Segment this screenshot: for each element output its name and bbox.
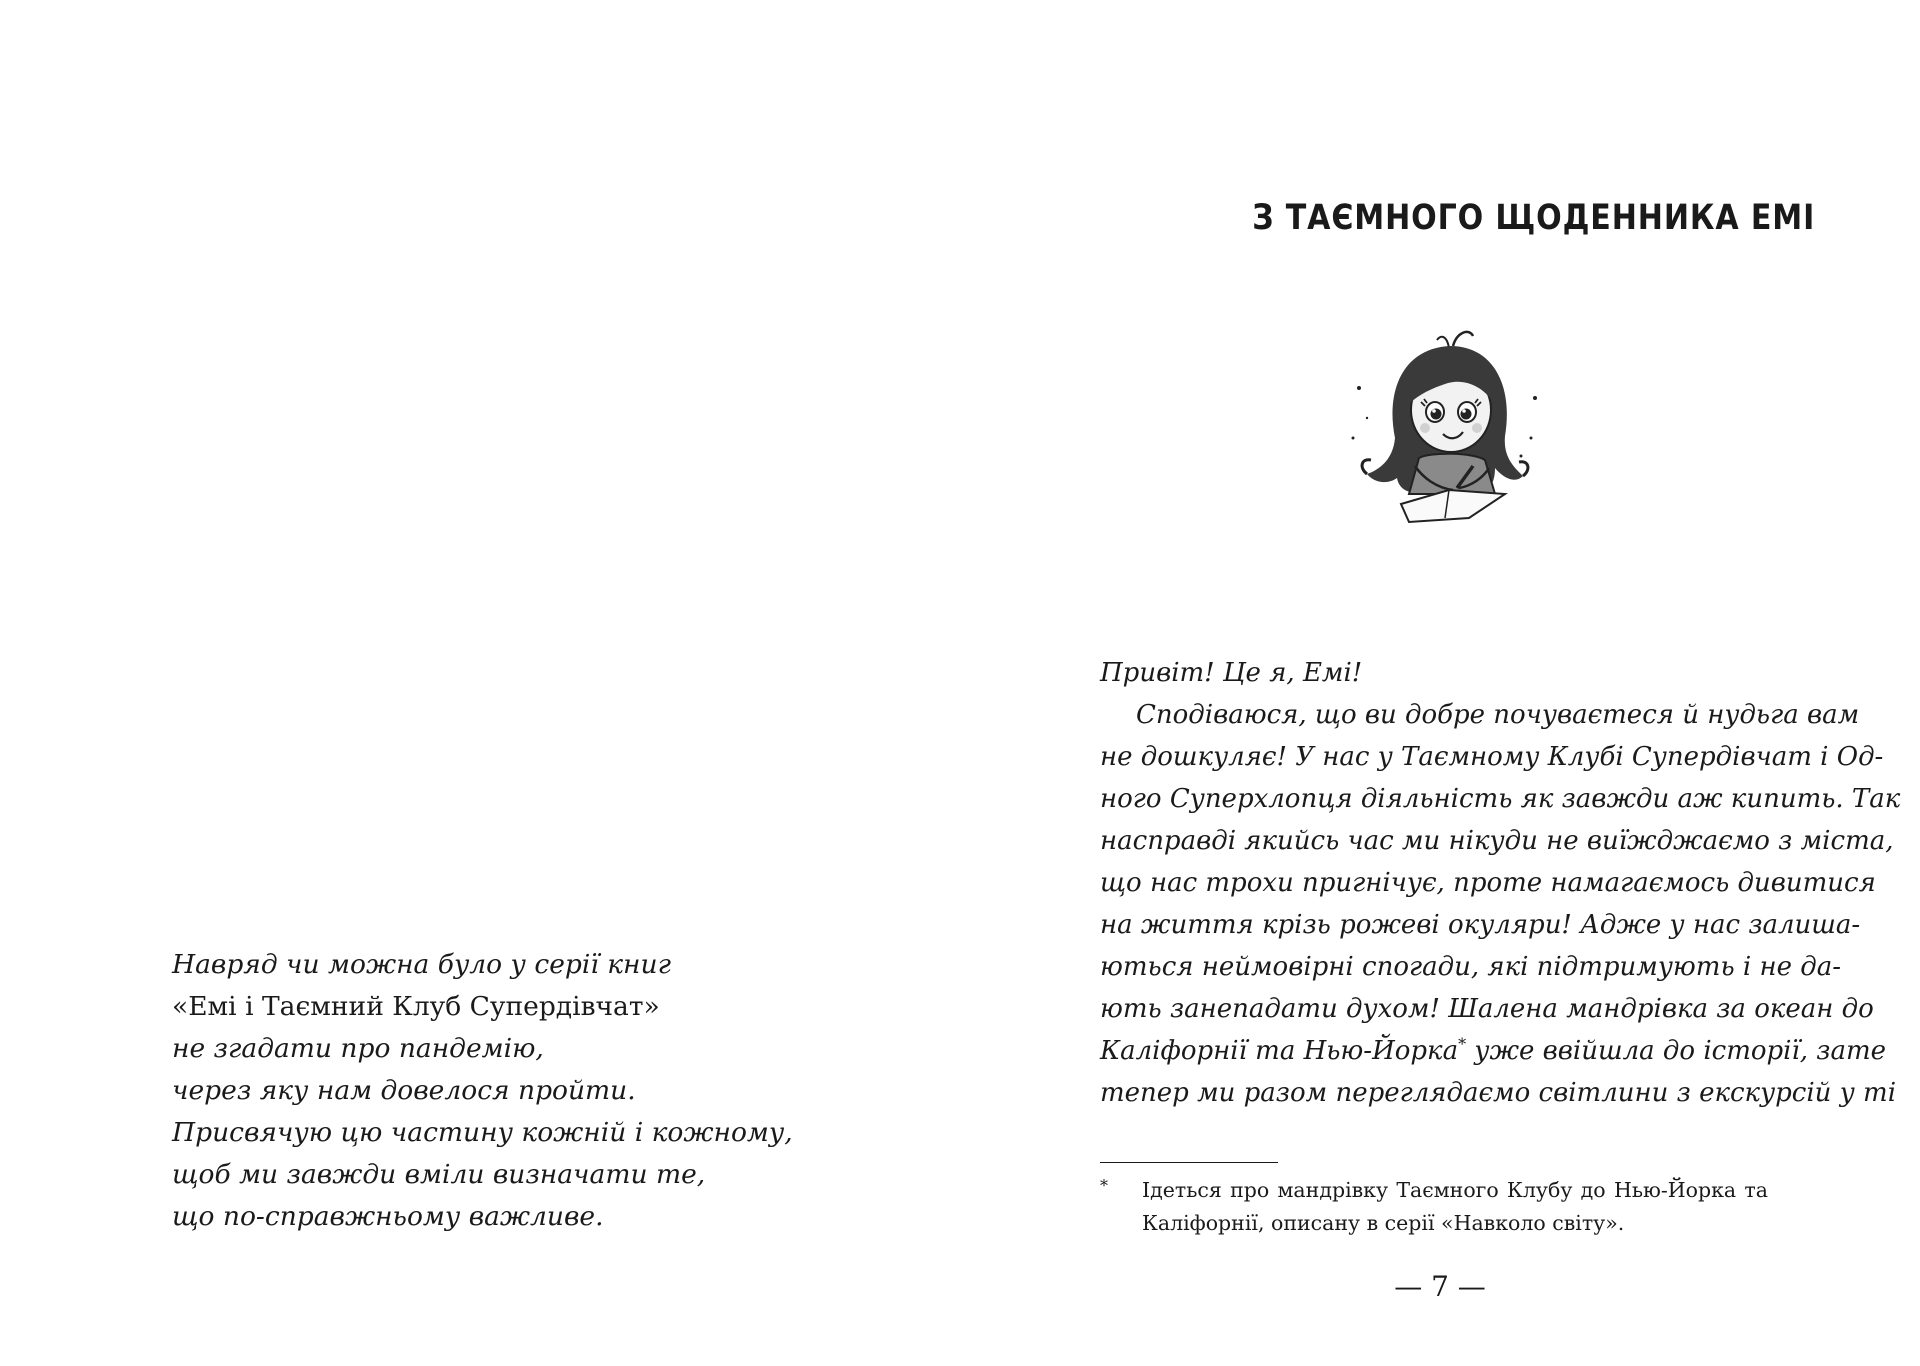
body-line: ються неймовірні спогади, які підтримують і не да- [1100, 952, 1841, 982]
body-line: на життя крізь рожеві окуляри! Адже у нас залиша- [1100, 910, 1861, 940]
girl-writing-diary-illustration [1345, 318, 1545, 548]
dedication [172, 944, 872, 1238]
body-line: Привіт! Це я, Емі! [1100, 658, 1363, 688]
body-line: ють занепадати духом! Шалена мандрівка за океан до [1100, 994, 1874, 1024]
footnote-marker: * [1100, 1176, 1108, 1195]
footnote-divider [1100, 1162, 1278, 1163]
page-number: — 7 — [1394, 1270, 1486, 1303]
dedication-line: «Емі і Таємний Клуб Супердівчат» [172, 991, 660, 1022]
body-line: насправді якийсь час ми нікуди не виїжджаємо з міста, [1100, 826, 1894, 856]
body-line: не дошкуляє! У нас у Таємному Клубі Супердівчат і Од- [1100, 742, 1884, 772]
footnote-text: Ідеться про мандрівку Таємного Клубу до Нью-Йорка та Каліфорнії, описану в серії «Навколо світу». [1142, 1178, 1768, 1235]
body-line: тепер ми разом переглядаємо світлини з екскурсій у ті [1100, 1078, 1897, 1108]
body-text [1100, 652, 1901, 1114]
dedication-line: не згадати про пандемію, [172, 1033, 544, 1064]
dedication-line: що по-справжньому важливе. [172, 1201, 604, 1232]
right-page [960, 0, 1920, 1366]
dedication-line: Присвячую цю частину кожній і кожному, [172, 1117, 793, 1148]
body-line-part: уже ввійшла до історії, зате [1474, 1036, 1887, 1066]
footnote [1100, 1174, 1768, 1240]
dedication-line: щоб ми завжди вміли визначати те, [172, 1159, 706, 1190]
footnote-reference: * [1458, 1034, 1467, 1054]
body-line-part: Каліфорнії та Нью-Йорка [1100, 1036, 1459, 1066]
body-line: Сподіваюся, що ви добре почуваєтеся й нудьга вам [1136, 700, 1860, 730]
chapter-title: З ТАЄМНОГО ЩОДЕННИКА ЕМІ [1252, 198, 1816, 238]
body-line [1100, 1030, 1887, 1072]
body-line: ного Суперхлопця діяльність як завжди аж кипить. Так [1100, 784, 1901, 814]
dedication-line: через яку нам довелося пройти. [172, 1075, 636, 1106]
dedication-line: Навряд чи можна було у серії книг [172, 949, 671, 980]
body-line: що нас трохи пригнічує, проте намагаємось дивитися [1100, 868, 1876, 898]
